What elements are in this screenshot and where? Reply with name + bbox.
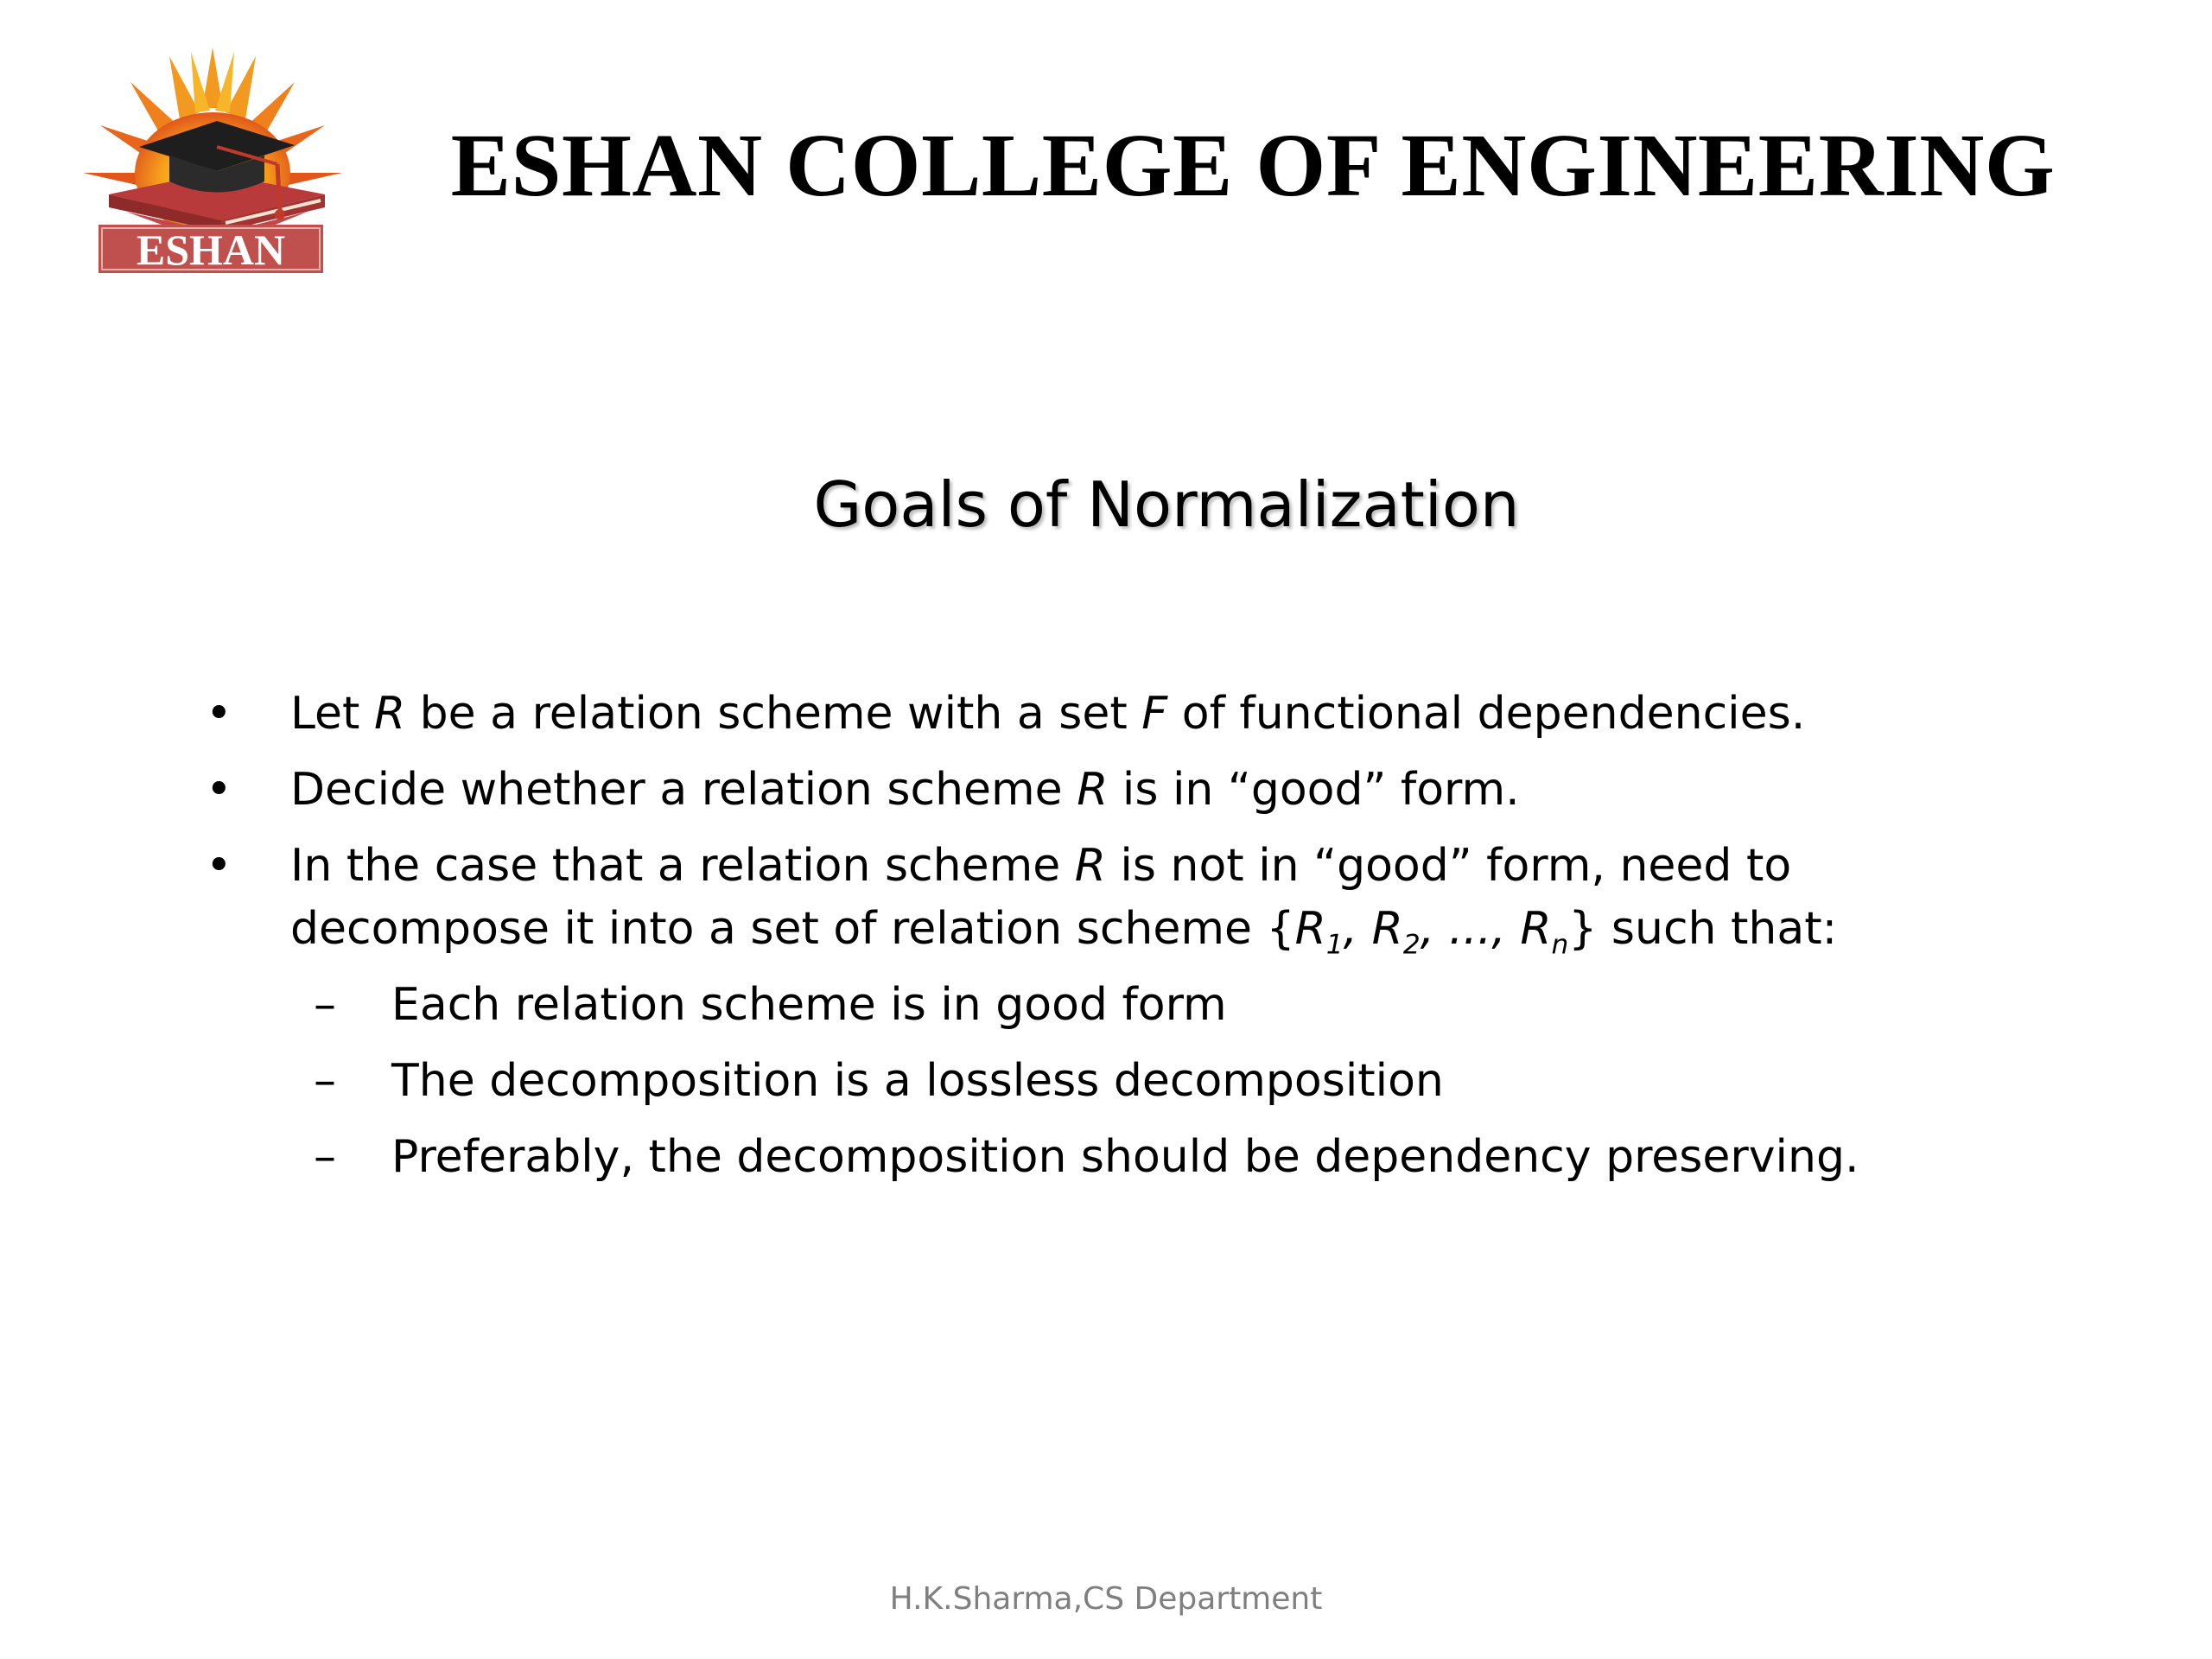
bullet-text xyxy=(290,764,1520,816)
sub-bullet-item xyxy=(197,1050,2098,1113)
college-name: ESHAN COLLEGE OF ENGINEERING xyxy=(450,116,2056,215)
slide-content xyxy=(197,683,2098,1202)
graduation-cap-sun-logo-icon xyxy=(74,43,351,276)
bullet-item xyxy=(197,759,2098,822)
math-subscript: 1 xyxy=(1325,929,1344,961)
text-run: } such that: xyxy=(1568,903,1838,955)
bullet-marker: • xyxy=(206,688,232,740)
logo-banner xyxy=(99,225,323,274)
college-logo xyxy=(74,43,351,276)
sub-bullet-item xyxy=(197,974,2098,1037)
bullet-item xyxy=(197,683,2098,746)
text-run: , ..., xyxy=(1420,903,1521,955)
sub-bullet-marker: – xyxy=(314,979,336,1031)
text-run: of functional dependencies. xyxy=(1167,688,1806,740)
bullet-line xyxy=(290,898,2098,961)
math-variable: R xyxy=(1077,764,1109,816)
logo-banner-text: ESHAN xyxy=(136,226,286,274)
math-variable: R xyxy=(1294,903,1326,955)
bullet-text xyxy=(290,688,1805,740)
bullet-marker: • xyxy=(206,764,232,816)
math-variable: F xyxy=(1141,688,1168,740)
math-subscript: n xyxy=(1551,929,1569,961)
sub-bullet-marker: – xyxy=(314,1131,336,1183)
sub-bullet-text: Each relation scheme is in good form xyxy=(391,979,1227,1031)
math-variable: R xyxy=(373,688,406,740)
text-run: is not in “good” form, need to xyxy=(1105,840,1792,892)
text-run: decompose it into a set of relation scheme { xyxy=(290,903,1295,955)
bullet-line xyxy=(290,835,2098,898)
text-run: Let xyxy=(290,688,374,740)
slide-title: Goals of Normalization xyxy=(813,468,1520,541)
text-run: , xyxy=(1343,903,1372,955)
math-variable: R xyxy=(1074,840,1106,892)
bullet-item xyxy=(197,835,2098,961)
sub-bullet-text: Preferably, the decomposition should be dependency preserving. xyxy=(391,1131,1859,1183)
math-variable: R xyxy=(1520,903,1552,955)
text-run: be a relation scheme with a set xyxy=(405,688,1142,740)
math-subscript: 2 xyxy=(1402,929,1421,961)
text-run: is in “good” form. xyxy=(1108,764,1520,816)
sub-bullet-text: The decomposition is a lossless decomposition xyxy=(391,1055,1444,1107)
sub-bullet-item xyxy=(197,1126,2098,1189)
text-run: Decide whether a relation scheme xyxy=(290,764,1077,816)
bullet-text xyxy=(290,835,2098,961)
sub-bullet-marker: – xyxy=(314,1055,336,1107)
text-run: In the case that a relation scheme xyxy=(290,840,1075,892)
math-variable: R xyxy=(1371,903,1403,955)
slide-footer: H.K.Sharma,CS Department xyxy=(889,1581,1323,1617)
bullet-marker: • xyxy=(206,840,232,892)
